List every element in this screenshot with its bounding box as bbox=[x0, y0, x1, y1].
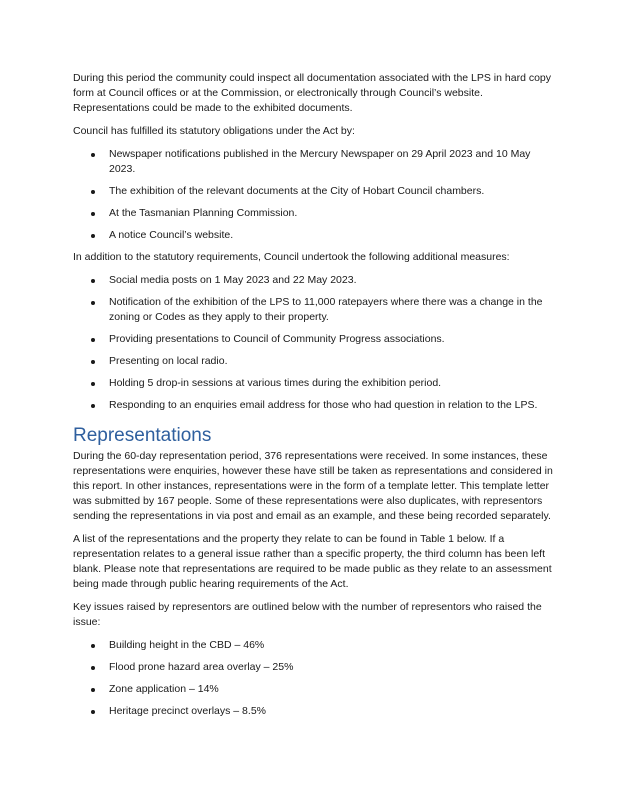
list-item bbox=[73, 660, 553, 675]
document-page bbox=[73, 71, 553, 726]
bullet-icon bbox=[91, 644, 95, 648]
representations-paragraph: A list of the representations and the property they relate to can be found in Table 1 below. If a representation relates to a general issue rather than a specific property, the third column has been left blank. Please note that representations are required to be made public as they relate to an assessment being made through public hearing requirements of the Act. bbox=[73, 533, 552, 590]
list-item-text: Flood prone hazard area overlay – 25% bbox=[109, 661, 294, 673]
list-item bbox=[73, 332, 553, 347]
list-item-text: Responding to an enquiries email address for those who had question in relation to the LPS. bbox=[109, 399, 538, 411]
bullet-icon bbox=[91, 301, 95, 305]
list-item-text: Notification of the exhibition of the LPS to 11,000 ratepayers where there was a change in the zoning or Codes as they apply to their property. bbox=[109, 296, 543, 323]
list-item bbox=[73, 147, 553, 177]
list-item bbox=[73, 704, 553, 719]
list-item bbox=[73, 273, 553, 288]
bullet-icon bbox=[91, 212, 95, 216]
statutory-list bbox=[73, 147, 553, 243]
list-item bbox=[73, 638, 553, 653]
representations-paragraph: During the 60-day representation period, 376 representations were received. In some instances, these representations were enquiries, however these have still be taken as representations and considered in this report. In other instances, representations were in the form of a template letter. This template letter was submitted by 167 people. Some of these representations were also duplicates, with representors sending the representations in via post and email as an example, and these being recorded separately. bbox=[73, 450, 553, 522]
bullet-icon bbox=[91, 190, 95, 194]
list-item-text: Presenting on local radio. bbox=[109, 355, 228, 367]
list-item bbox=[73, 228, 553, 243]
list-item bbox=[73, 398, 553, 413]
list-item bbox=[73, 206, 553, 221]
list-item-text: Providing presentations to Council of Community Progress associations. bbox=[109, 333, 445, 345]
list-item-text: Holding 5 drop-in sessions at various times during the exhibition period. bbox=[109, 377, 442, 389]
list-item bbox=[73, 376, 553, 391]
list-item bbox=[73, 184, 553, 199]
list-item-text: A notice Council’s website. bbox=[109, 229, 234, 241]
list-item-text: The exhibition of the relevant documents at the City of Hobart Council chambers. bbox=[109, 185, 485, 197]
bullet-icon bbox=[91, 234, 95, 238]
list-item-text: At the Tasmanian Planning Commission. bbox=[109, 207, 298, 219]
additional-measures-intro: In addition to the statutory requirements, Council undertook the following additional measures: bbox=[73, 251, 510, 263]
bullet-icon bbox=[91, 688, 95, 692]
list-item-text: Social media posts on 1 May 2023 and 22 May 2023. bbox=[109, 274, 357, 286]
list-item bbox=[73, 354, 553, 369]
key-issues-list bbox=[73, 638, 553, 719]
representations-heading: Representations bbox=[73, 425, 212, 446]
bullet-icon bbox=[91, 279, 95, 283]
key-issues-intro: Key issues raised by representors are outlined below with the number of representors who raised the issue: bbox=[73, 601, 542, 628]
statutory-obligations-intro: Council has fulfilled its statutory obligations under the Act by: bbox=[73, 125, 355, 137]
bullet-icon bbox=[91, 338, 95, 342]
bullet-icon bbox=[91, 360, 95, 364]
additional-measures-list bbox=[73, 273, 553, 413]
list-item bbox=[73, 682, 553, 697]
list-item bbox=[73, 295, 553, 325]
bullet-icon bbox=[91, 153, 95, 157]
list-item-text: Zone application – 14% bbox=[109, 683, 219, 695]
intro-paragraph: During this period the community could inspect all documentation associated with the LPS in hard copy form at Council offices or at the Commission, or electronically through Council’s website. Representations could be made to the exhibited documents. bbox=[73, 72, 552, 114]
list-item-text: Building height in the CBD – 46% bbox=[109, 639, 265, 651]
bullet-icon bbox=[91, 710, 95, 714]
bullet-icon bbox=[91, 404, 95, 408]
list-item-text: Heritage precinct overlays – 8.5% bbox=[109, 705, 266, 717]
bullet-icon bbox=[91, 382, 95, 386]
list-item-text: Newspaper notifications published in the Mercury Newspaper on 29 April 2023 and 10 May 2023. bbox=[109, 148, 531, 175]
bullet-icon bbox=[91, 666, 95, 670]
